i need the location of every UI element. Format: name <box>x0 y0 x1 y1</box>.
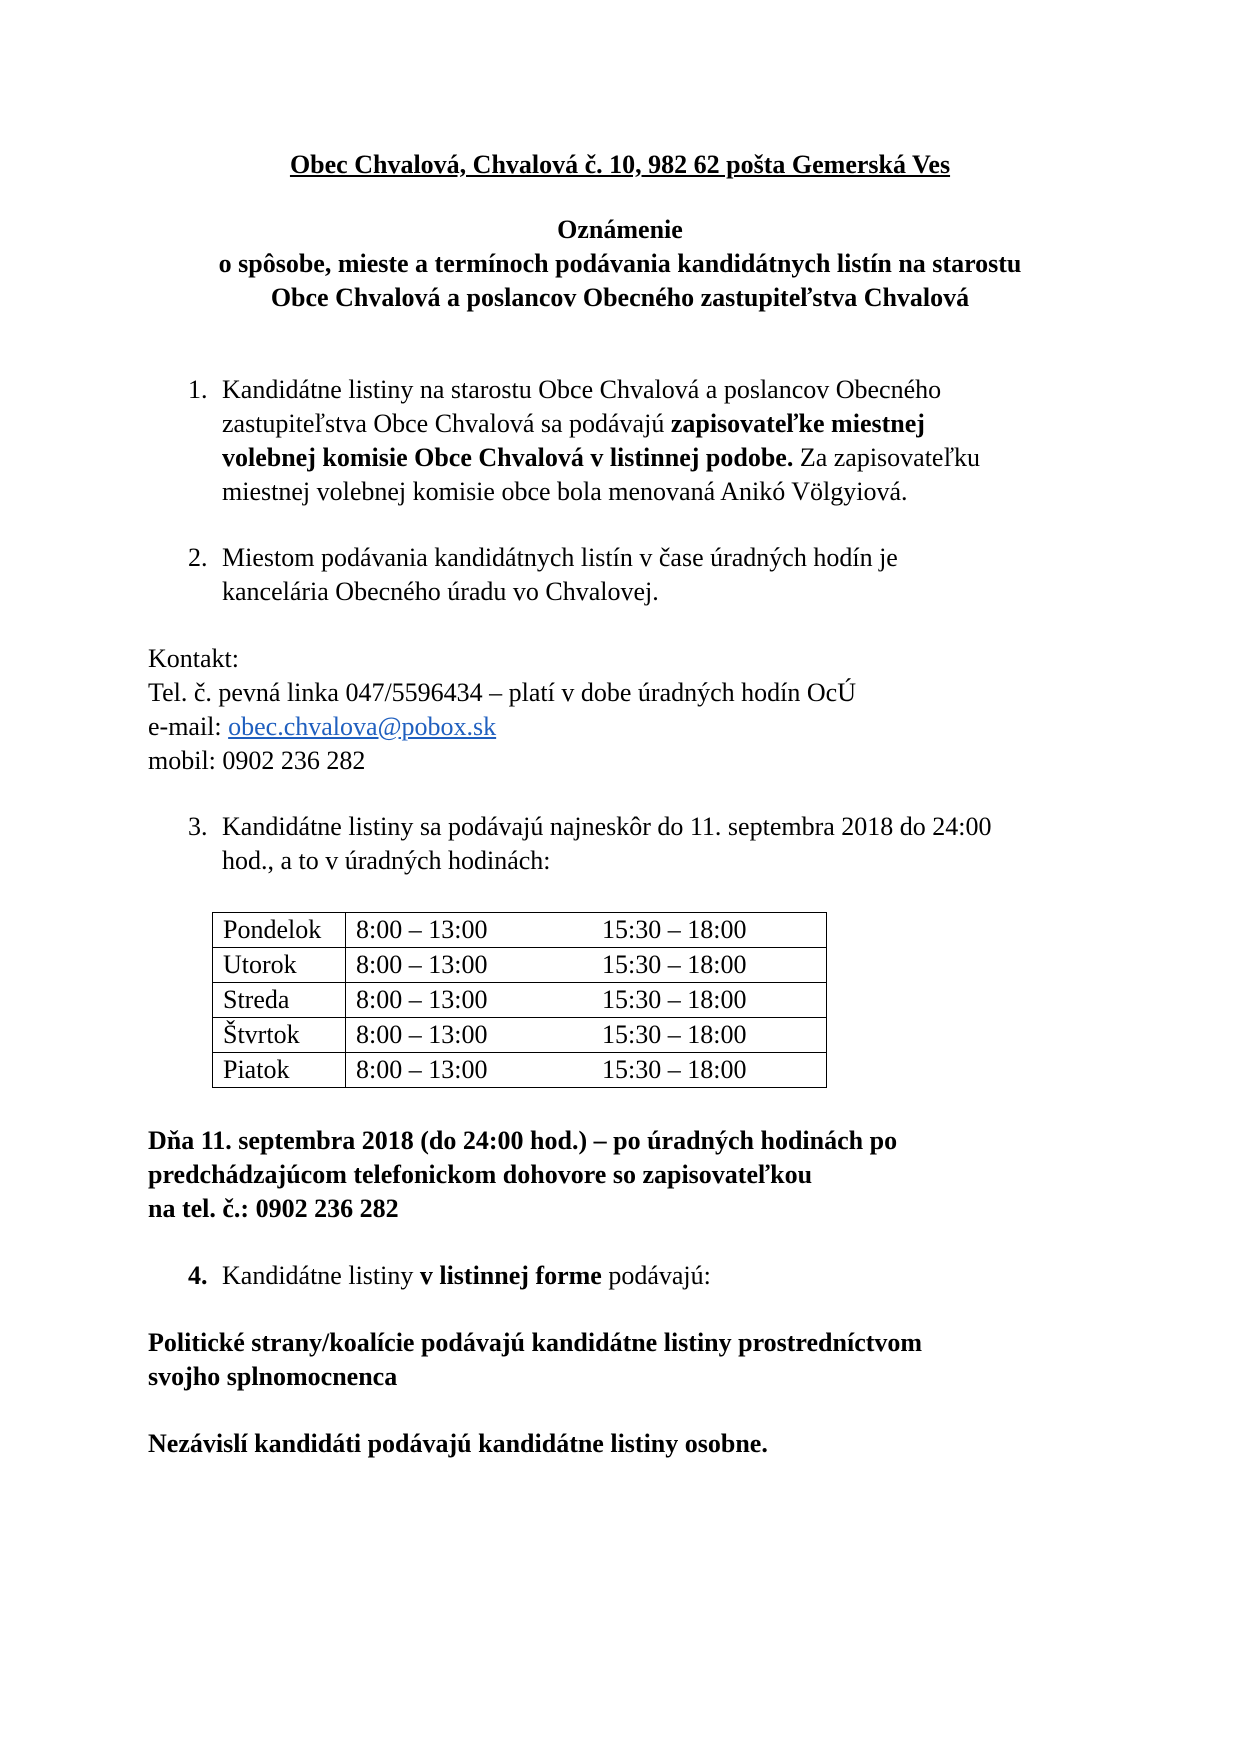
deadline-line-2: predchádzajúcom telefonickom dohovore so zapisovateľkou <box>148 1160 813 1189</box>
table-row <box>213 1018 827 1053</box>
office-hours-table <box>212 912 827 1088</box>
hours-morning: 8:00 – 13:00 <box>356 1020 488 1049</box>
item-2-number: 2. <box>188 543 208 572</box>
subtitle-line-1: o spôsobe, mieste a termínoch podávania kandidátnych listín na starostu <box>218 249 1022 278</box>
contact-phone: Tel. č. pevná linka 047/5596434 – platí v dobe úradných hodín OcÚ <box>148 678 856 707</box>
item-1-line-3-bold: volebnej komisie Obce Chvalová v listinnej podobe. <box>222 443 794 472</box>
item-1-line-2-bold: zapisovateľke miestnej <box>670 409 925 438</box>
hours-afternoon: 15:30 – 18:00 <box>602 985 747 1014</box>
item-2-line-2: kancelária Obecného úradu vo Chvalovej. <box>222 577 659 606</box>
item-4-part-1: Kandidátne listiny <box>222 1261 420 1290</box>
parties-line-2: svojho splnomocnenca <box>148 1362 398 1391</box>
table-row <box>213 913 827 948</box>
hours-morning: 8:00 – 13:00 <box>356 915 488 944</box>
hours-day: Utorok <box>213 948 346 983</box>
hours-afternoon: 15:30 – 18:00 <box>602 1055 747 1084</box>
item-3-number: 3. <box>188 812 208 841</box>
hours-afternoon: 15:30 – 18:00 <box>602 1020 747 1049</box>
hours-day: Piatok <box>213 1053 346 1088</box>
address-heading: Obec Chvalová, Chvalová č. 10, 982 62 pošta Gemerská Ves <box>289 150 951 179</box>
hours-times <box>346 983 827 1018</box>
deadline-line-3: na tel. č.: 0902 236 282 <box>148 1194 399 1223</box>
item-1-line-4: miestnej volebnej komisie obce bola menovaná Anikó Völgyiová. <box>222 477 908 506</box>
table-row <box>213 983 827 1018</box>
item-1-line-3-normal: Za zapisovateľku <box>793 443 981 472</box>
deadline-line-1: Dňa 11. septembra 2018 (do 24:00 hod.) – po úradných hodinách po <box>148 1126 898 1155</box>
item-1-line-2-normal: zastupiteľstva Obce Chvalová sa podávajú <box>222 409 671 438</box>
item-4-part-2: v listinnej forme <box>419 1261 602 1290</box>
hours-afternoon: 15:30 – 18:00 <box>602 950 747 979</box>
item-4-line <box>222 1259 711 1293</box>
item-1-line-2 <box>222 407 925 441</box>
document-title: Oznámenie <box>557 215 683 244</box>
hours-times <box>346 1018 827 1053</box>
item-4-part-3: podávajú: <box>601 1261 711 1290</box>
hours-day: Streda <box>213 983 346 1018</box>
contact-email-label: e-mail: <box>148 712 229 741</box>
hours-day: Štvrtok <box>213 1018 346 1053</box>
item-3-line-1: Kandidátne listiny sa podávajú najneskôr do 11. septembra 2018 do 24:00 <box>222 812 992 841</box>
item-1-line-3 <box>222 441 980 475</box>
table-row <box>213 948 827 983</box>
contact-email-line <box>148 710 496 744</box>
hours-morning: 8:00 – 13:00 <box>356 950 488 979</box>
hours-morning: 8:00 – 13:00 <box>356 985 488 1014</box>
item-3-line-2: hod., a to v úradných hodinách: <box>222 846 551 875</box>
parties-line-1: Politické strany/koalície podávajú kandidátne listiny prostredníctvom <box>148 1328 923 1357</box>
hours-day: Pondelok <box>213 913 346 948</box>
hours-times <box>346 1053 827 1088</box>
contact-heading: Kontakt: <box>148 644 239 673</box>
item-1-line-1: Kandidátne listiny na starostu Obce Chvalová a poslancov Obecného <box>222 375 942 404</box>
item-4-number: 4. <box>188 1261 208 1290</box>
hours-times <box>346 948 827 983</box>
subtitle-line-2: Obce Chvalová a poslancov Obecného zastupiteľstva Chvalová <box>270 283 970 312</box>
hours-morning: 8:00 – 13:00 <box>356 1055 488 1084</box>
item-1-number: 1. <box>188 375 208 404</box>
contact-mobile: mobil: 0902 236 282 <box>148 746 366 775</box>
contact-email-link[interactable]: obec.chvalova@pobox.sk <box>228 712 497 741</box>
hours-afternoon: 15:30 – 18:00 <box>602 915 747 944</box>
item-2-line-1: Miestom podávania kandidátnych listín v čase úradných hodín je <box>222 543 898 572</box>
independent-line: Nezávislí kandidáti podávajú kandidátne listiny osobne. <box>148 1429 768 1458</box>
hours-times <box>346 913 827 948</box>
table-row <box>213 1053 827 1088</box>
